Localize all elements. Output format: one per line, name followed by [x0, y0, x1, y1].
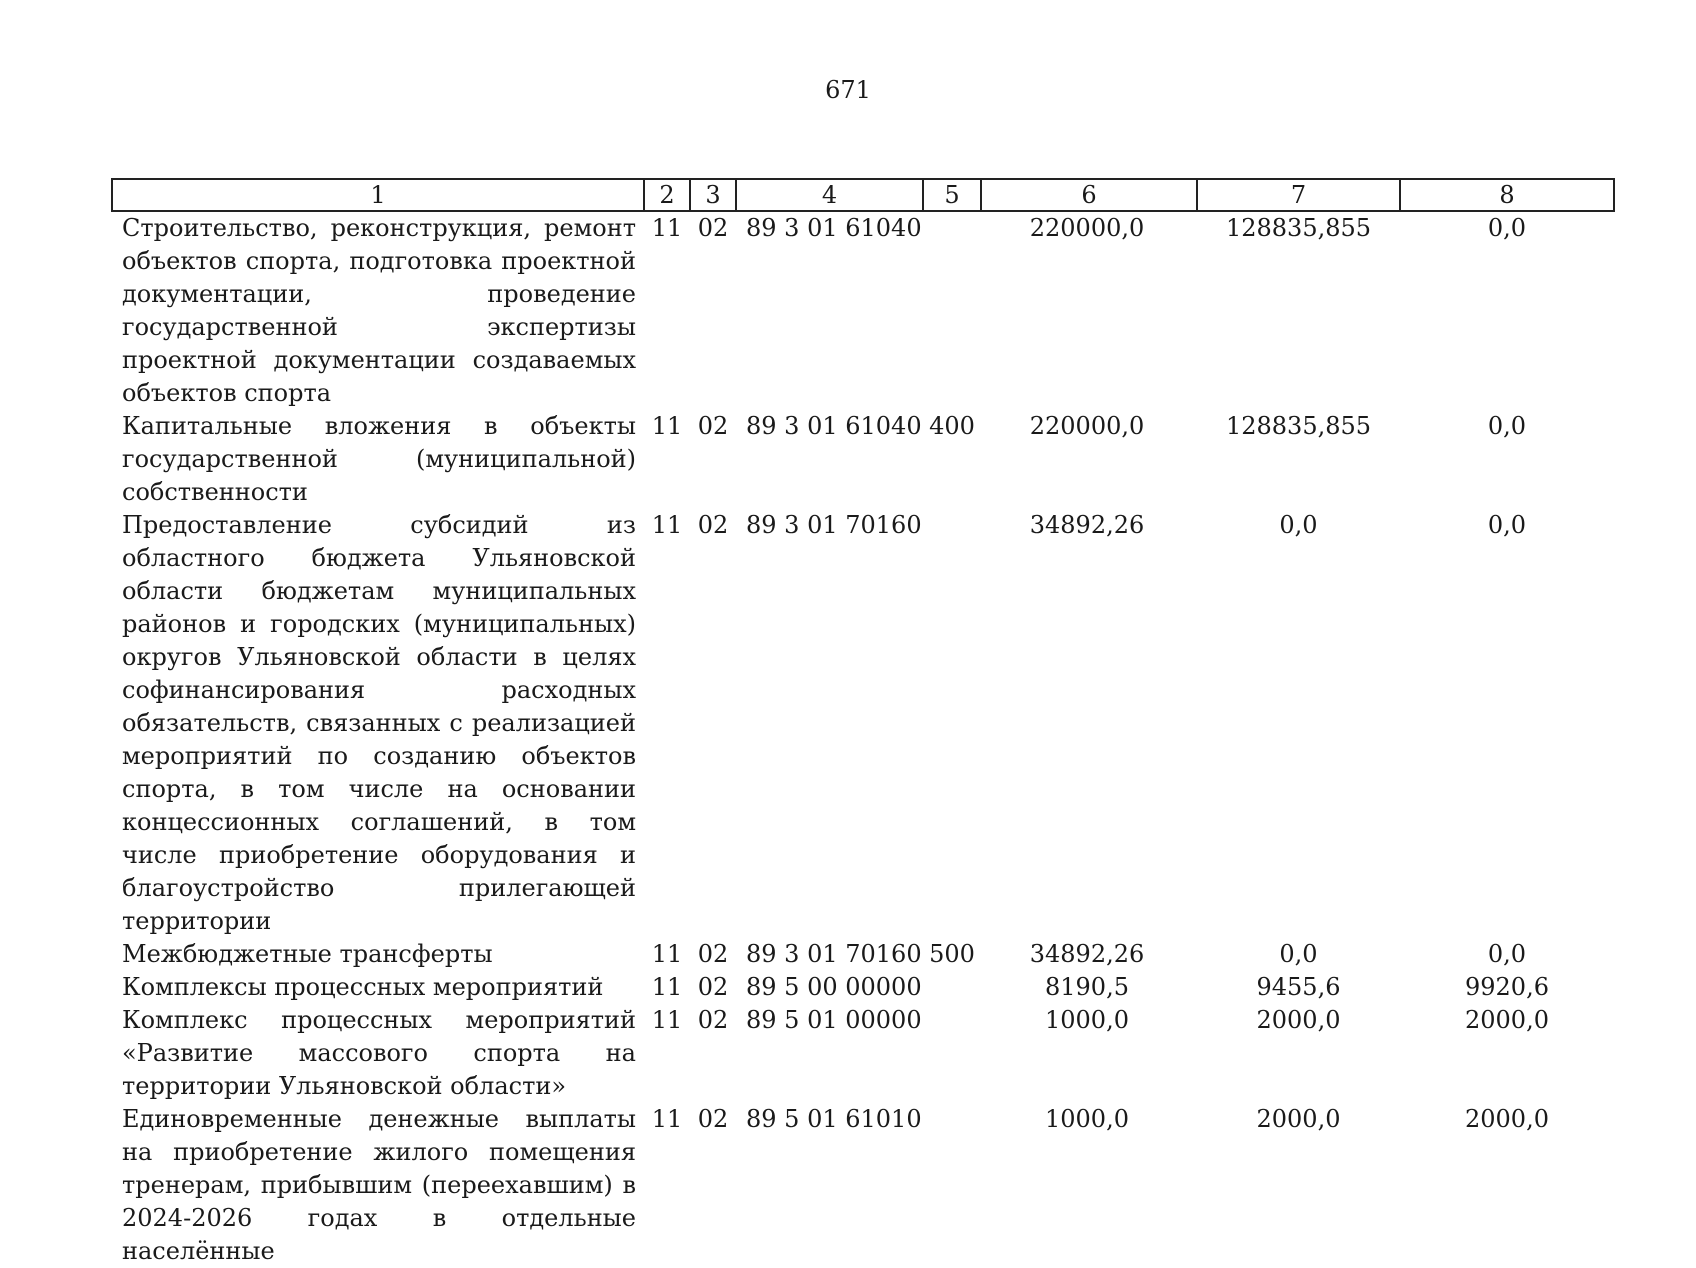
target-article-code: 89 5 00 00000 — [746, 973, 922, 1001]
section-code: 11 — [651, 1105, 683, 1133]
column-header: 3 — [690, 179, 736, 211]
amount-col8: 2000,0 — [1465, 1006, 1549, 1034]
column-header: 1 — [112, 179, 644, 211]
amount-col7: 0,0 — [1279, 940, 1318, 968]
subsection-code: 02 — [697, 973, 729, 1001]
amount-col7: 2000,0 — [1256, 1105, 1341, 1133]
amount-col6: 8190,5 — [1045, 973, 1129, 1001]
table-row — [112, 971, 1614, 1004]
section-code: 11 — [651, 511, 683, 539]
expense-name: Комплексы процессных мероприятий — [122, 973, 604, 1001]
table-row — [112, 509, 1614, 938]
amount-col8: 0,0 — [1487, 412, 1527, 440]
table-row — [112, 1103, 1614, 1268]
section-code: 11 — [651, 214, 683, 242]
amount-col7: 2000,0 — [1256, 1006, 1341, 1034]
column-header: 4 — [736, 179, 923, 211]
amount-col7: 0,0 — [1279, 511, 1318, 539]
subsection-code: 02 — [697, 1006, 729, 1034]
section-code: 11 — [651, 973, 683, 1001]
table-row — [112, 211, 1614, 410]
expense-name: Предоставление субсидий из областного бюджета Ульяновской области бюджетам муниципальных районов и городских (муниципальных) округов Ульяновской области в целях софинансирования расходных обязательств, связанных с реализацией мероприятий по созданию объектов спорта, в том числе на основании концессионных соглашений, в том числе приобретение оборудования и благоустройство прилегающей территории — [122, 511, 636, 935]
column-number-header-row — [112, 179, 1614, 211]
amount-col7: 128835,855 — [1225, 214, 1372, 242]
target-article-code: 89 3 01 61040 — [746, 214, 922, 242]
amount-col6: 34892,26 — [1029, 940, 1145, 968]
subsection-code: 02 — [697, 1105, 729, 1133]
expense-type-code — [923, 1103, 981, 1268]
subsection-code: 02 — [697, 412, 729, 440]
expense-type-code — [923, 1004, 981, 1103]
expense-name: Межбюджетные трансферты — [122, 940, 493, 968]
section-code: 11 — [651, 1006, 683, 1034]
target-article-code: 89 3 01 70160 — [746, 511, 922, 539]
amount-col8: 2000,0 — [1465, 1105, 1549, 1133]
expense-type-code: 500 — [929, 940, 975, 968]
amount-col7: 128835,855 — [1225, 412, 1372, 440]
amount-col6: 220000,0 — [1029, 214, 1145, 242]
amount-col8: 9920,6 — [1465, 973, 1549, 1001]
expense-type-code: 400 — [929, 412, 975, 440]
expense-name: Строительство, реконструкция, ремонт объектов спорта, подготовка проектной документации, проведение государственной экспертизы проектной документации создаваемых объектов спорта — [122, 214, 636, 407]
amount-col6: 220000,0 — [1029, 412, 1145, 440]
target-article-code: 89 5 01 61010 — [746, 1105, 922, 1133]
table-row — [112, 410, 1614, 509]
column-header: 7 — [1197, 179, 1400, 211]
table-row — [112, 1004, 1614, 1103]
amount-col8: 0,0 — [1487, 940, 1527, 968]
amount-col6: 1000,0 — [1045, 1006, 1129, 1034]
expense-name: Единовременные денежные выплаты на приобретение жилого помещения тренерам, прибывшим (переехавшим) в 2024-2026 годах в отдельные населённые — [122, 1105, 636, 1265]
amount-col6: 34892,26 — [1029, 511, 1145, 539]
subsection-code: 02 — [697, 214, 729, 242]
column-header: 8 — [1400, 179, 1614, 211]
section-code: 11 — [651, 412, 683, 440]
expense-type-code — [923, 509, 981, 938]
column-header: 2 — [644, 179, 690, 211]
amount-col6: 1000,0 — [1045, 1105, 1129, 1133]
target-article-code: 89 5 01 00000 — [746, 1006, 922, 1034]
amount-col8: 0,0 — [1487, 511, 1527, 539]
subsection-code: 02 — [697, 940, 729, 968]
column-header: 5 — [923, 179, 981, 211]
section-code: 11 — [651, 940, 683, 968]
subsection-code: 02 — [697, 511, 729, 539]
column-header: 6 — [981, 179, 1197, 211]
expense-name: Комплекс процессных мероприятий «Развитие массового спорта на территории Ульяновской области» — [122, 1006, 636, 1100]
amount-col8: 0,0 — [1487, 214, 1527, 242]
target-article-code: 89 3 01 70160 — [746, 940, 922, 968]
amount-col7: 9455,6 — [1256, 973, 1341, 1001]
table-row — [112, 938, 1614, 971]
expense-type-code — [923, 211, 981, 410]
budget-table — [111, 178, 1615, 1268]
expense-name: Капитальные вложения в объекты государственной (муниципальной) собственности — [122, 412, 636, 506]
expense-type-code — [923, 971, 981, 1004]
page-number: 671 — [825, 76, 871, 104]
target-article-code: 89 3 01 61040 — [746, 412, 922, 440]
